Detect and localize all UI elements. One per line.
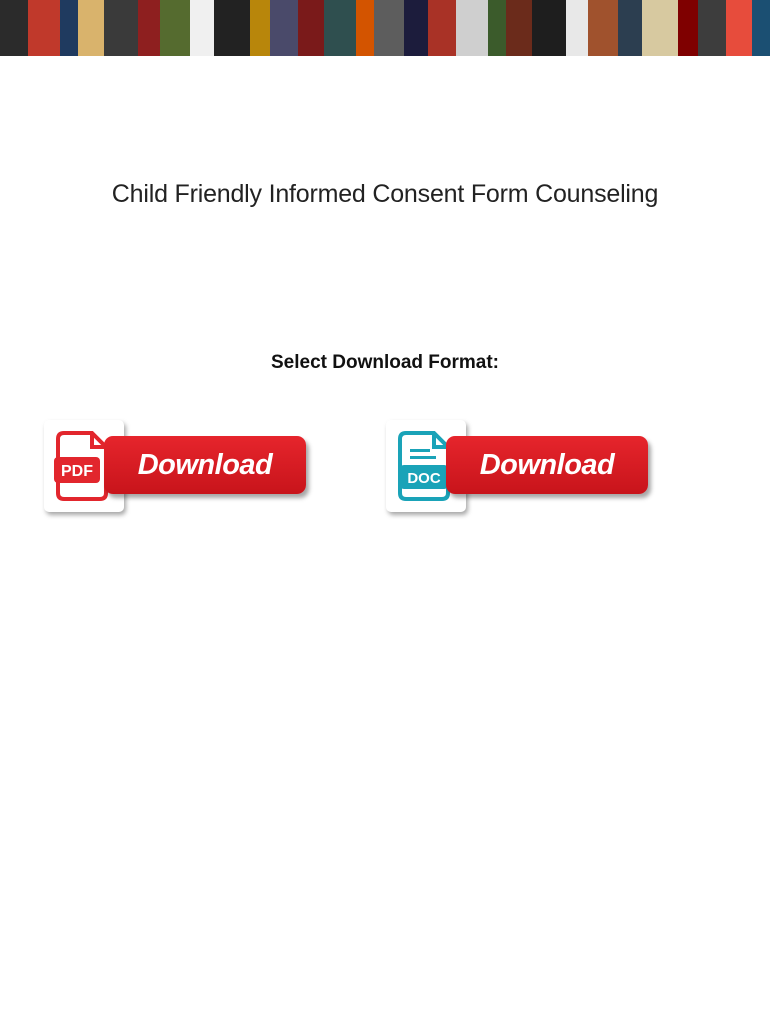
banner-poster <box>138 0 160 56</box>
poster-banner <box>0 0 770 56</box>
banner-poster <box>404 0 428 56</box>
pdf-download-link[interactable] <box>44 420 312 516</box>
banner-poster <box>726 0 752 56</box>
doc-download-link[interactable] <box>386 420 654 516</box>
banner-poster <box>678 0 698 56</box>
pdf-download-button[interactable]: Download <box>104 436 306 494</box>
banner-poster <box>374 0 404 56</box>
banner-poster <box>298 0 324 56</box>
doc-download-button[interactable]: Download <box>446 436 648 494</box>
banner-poster <box>698 0 726 56</box>
banner-poster <box>566 0 588 56</box>
banner-poster <box>324 0 356 56</box>
banner-poster <box>250 0 270 56</box>
banner-poster <box>356 0 374 56</box>
banner-poster <box>456 0 488 56</box>
banner-poster <box>532 0 566 56</box>
banner-poster <box>428 0 456 56</box>
banner-poster <box>618 0 642 56</box>
banner-poster <box>642 0 678 56</box>
banner-poster <box>588 0 618 56</box>
doc-badge-text: DOC <box>407 470 441 487</box>
banner-poster <box>60 0 78 56</box>
banner-poster <box>104 0 138 56</box>
banner-poster <box>28 0 60 56</box>
select-format-heading: Select Download Format: <box>270 352 500 373</box>
banner-poster <box>78 0 104 56</box>
banner-poster <box>506 0 532 56</box>
banner-poster <box>160 0 190 56</box>
pdf-badge-text: PDF <box>61 463 93 480</box>
banner-poster <box>752 0 770 56</box>
banner-poster <box>214 0 250 56</box>
banner-poster <box>190 0 214 56</box>
banner-poster <box>488 0 506 56</box>
banner-poster <box>270 0 298 56</box>
page-title: Child Friendly Informed Consent Form Counseling <box>111 180 659 208</box>
banner-poster <box>0 0 28 56</box>
